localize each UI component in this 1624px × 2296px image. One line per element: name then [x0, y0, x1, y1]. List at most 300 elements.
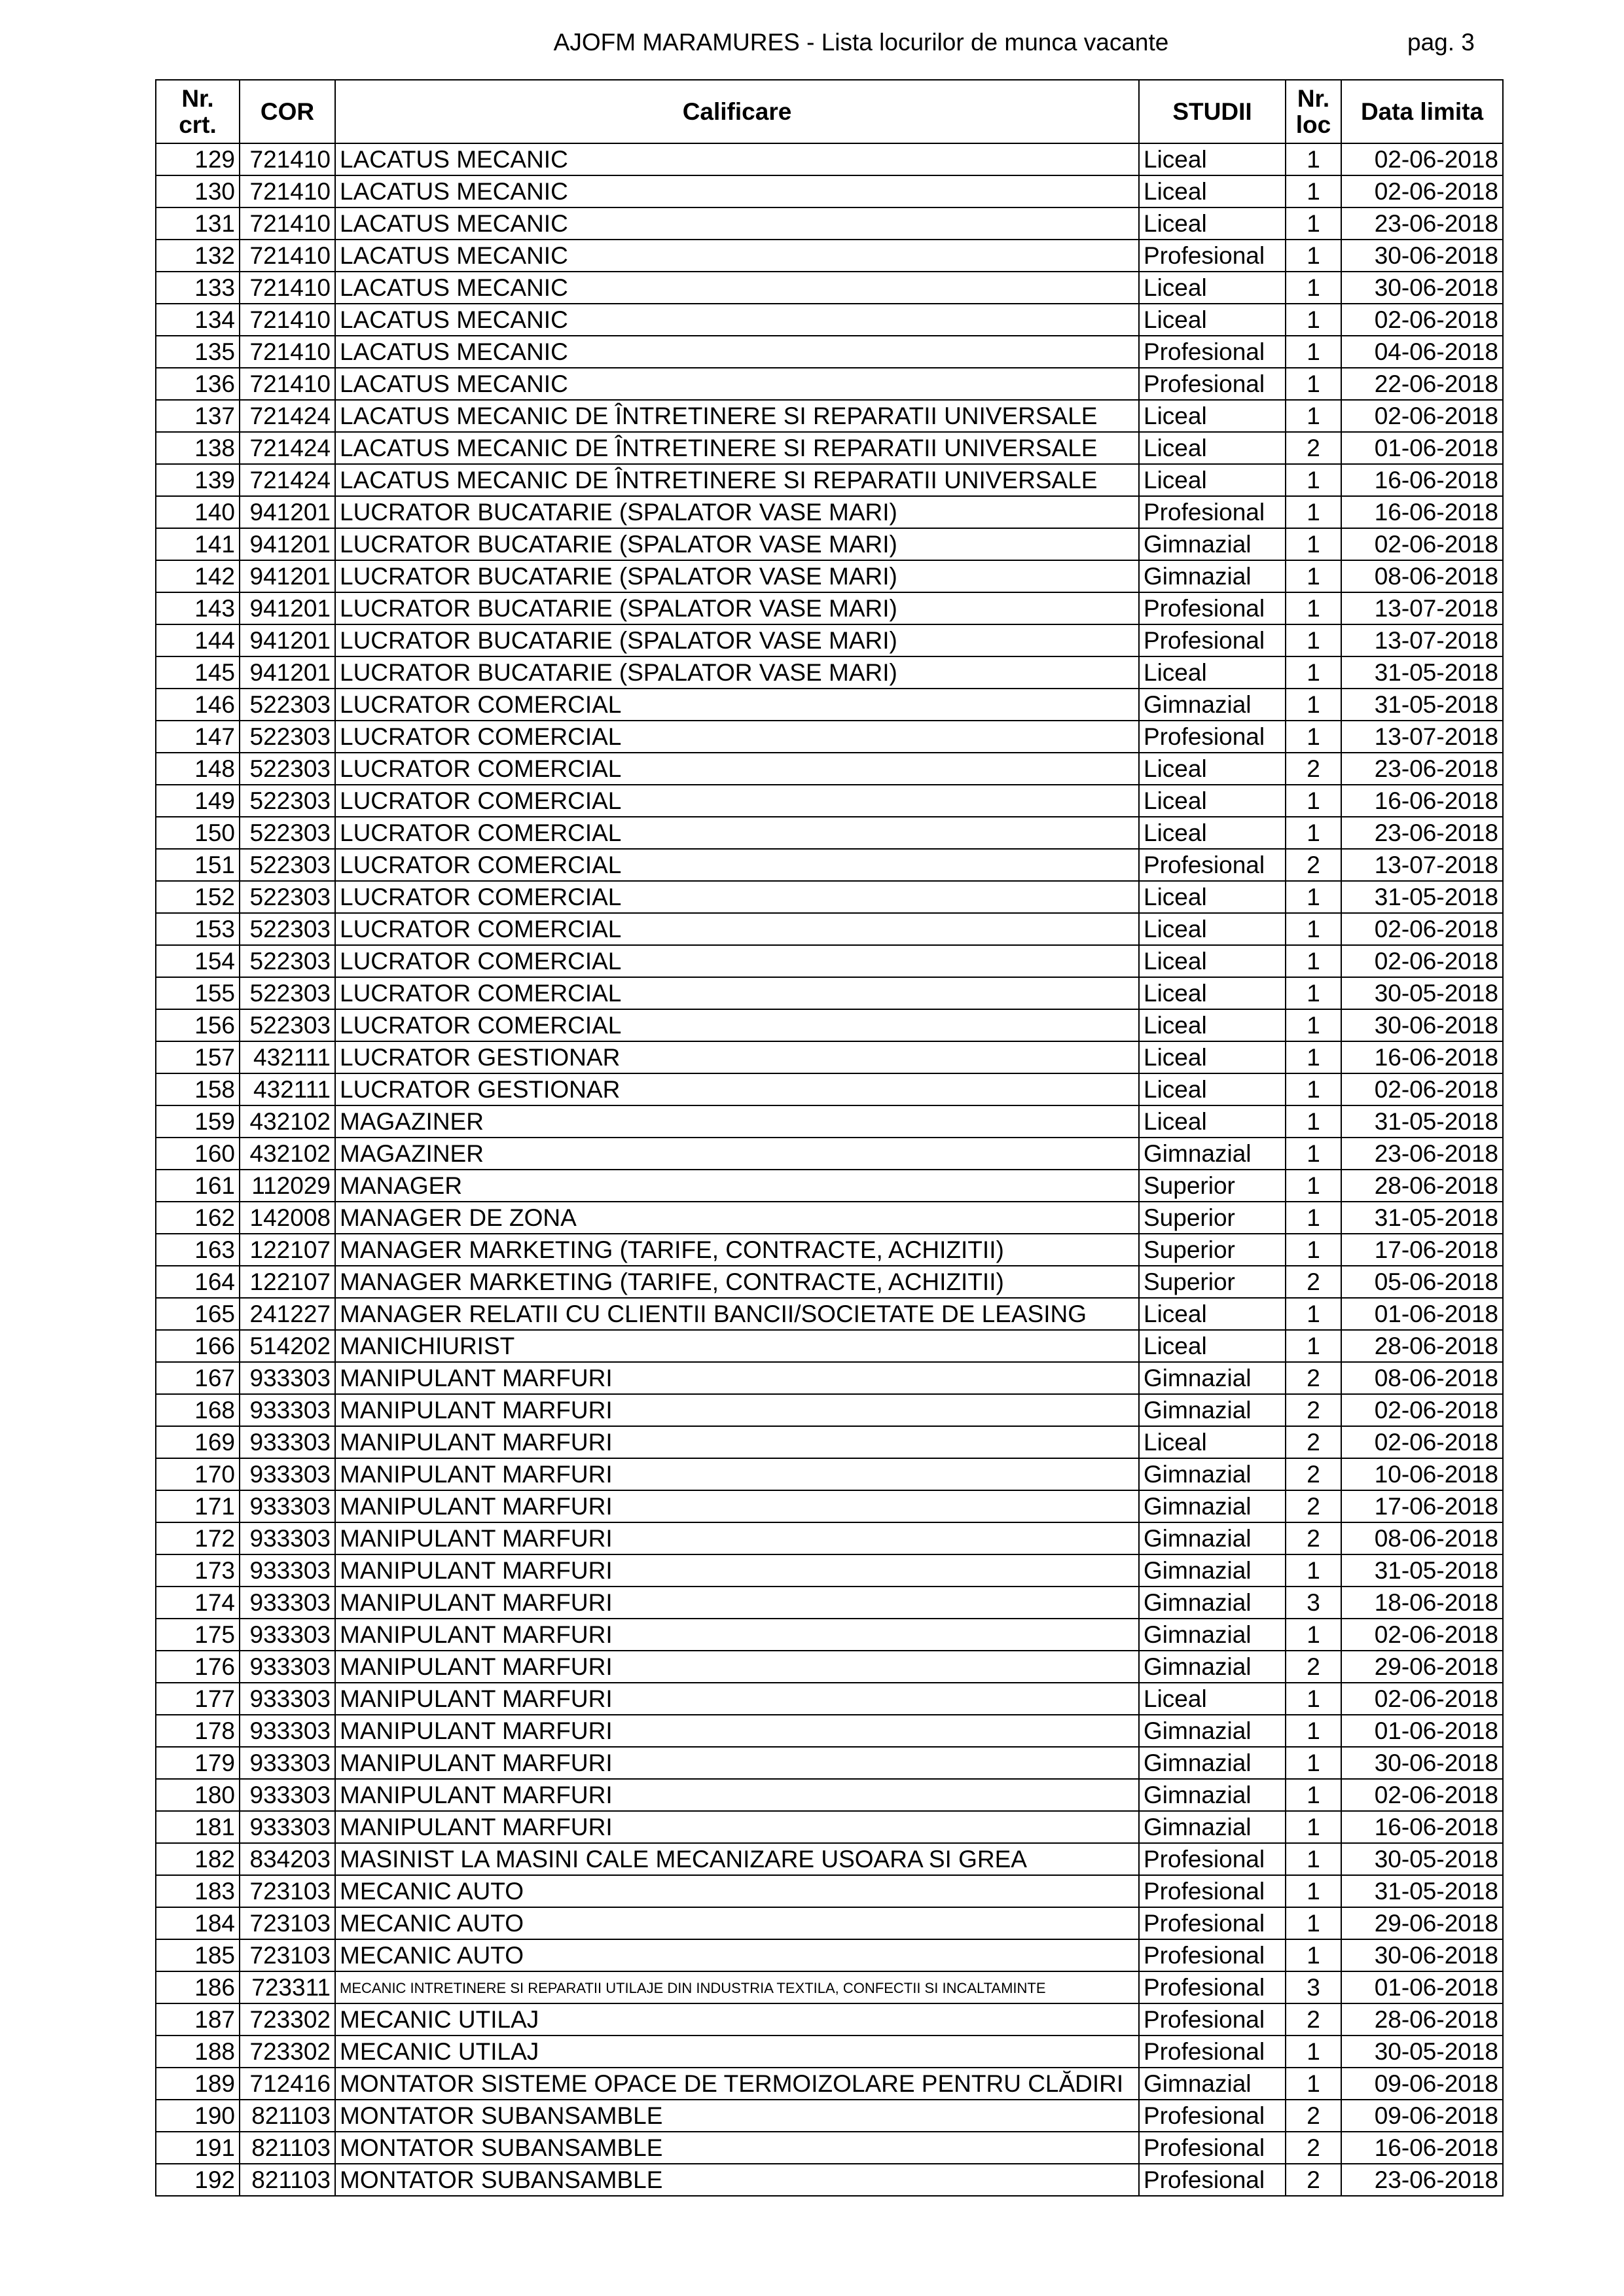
education-level: Liceal: [1139, 1073, 1286, 1105]
deadline-date: 02-06-2018: [1341, 143, 1503, 175]
row-number: 181: [156, 1811, 240, 1843]
deadline-date: 10-06-2018: [1341, 1458, 1503, 1490]
qualification: LACATUS MECANIC: [335, 175, 1139, 207]
positions-count: 2: [1286, 1362, 1341, 1394]
deadline-date: 08-06-2018: [1341, 1522, 1503, 1554]
deadline-date: 17-06-2018: [1341, 1234, 1503, 1266]
education-level: Liceal: [1139, 1298, 1286, 1330]
qualification: MANIPULANT MARFURI: [335, 1715, 1139, 1747]
positions-count: 1: [1286, 1683, 1341, 1715]
deadline-date: 29-06-2018: [1341, 1907, 1503, 1939]
education-level: Liceal: [1139, 1105, 1286, 1138]
cor-code: 723302: [240, 2003, 335, 2036]
deadline-date: 28-06-2018: [1341, 1330, 1503, 1362]
qualification: LUCRATOR BUCATARIE (SPALATOR VASE MARI): [335, 496, 1139, 528]
qualification: MANICHIURIST: [335, 1330, 1139, 1362]
table-row: [156, 2100, 1503, 2132]
row-number: 150: [156, 817, 240, 849]
positions-count: 1: [1286, 2068, 1341, 2100]
education-level: Liceal: [1139, 945, 1286, 977]
education-level: Profesional: [1139, 2100, 1286, 2132]
education-level: Profesional: [1139, 2132, 1286, 2164]
education-level: Liceal: [1139, 272, 1286, 304]
table-row: [156, 753, 1503, 785]
deadline-date: 02-06-2018: [1341, 1073, 1503, 1105]
row-number: 141: [156, 528, 240, 560]
table-row: [156, 817, 1503, 849]
column-header-loc-line2: loc: [1295, 111, 1331, 138]
row-number: 136: [156, 368, 240, 400]
table-row: [156, 1073, 1503, 1105]
column-header-studii: STUDII: [1139, 80, 1286, 143]
positions-count: 1: [1286, 1234, 1341, 1266]
column-header-loc-line1: Nr.: [1297, 84, 1330, 112]
table-row: [156, 175, 1503, 207]
cor-code: 721410: [240, 240, 335, 272]
positions-count: 2: [1286, 1651, 1341, 1683]
positions-count: 1: [1286, 1138, 1341, 1170]
deadline-date: 02-06-2018: [1341, 528, 1503, 560]
positions-count: 1: [1286, 1875, 1341, 1907]
qualification: LUCRATOR BUCATARIE (SPALATOR VASE MARI): [335, 528, 1139, 560]
positions-count: 2: [1286, 2003, 1341, 2036]
qualification: MANAGER: [335, 1170, 1139, 1202]
cor-code: 933303: [240, 1651, 335, 1683]
deadline-date: 16-06-2018: [1341, 1041, 1503, 1073]
positions-count: 3: [1286, 1587, 1341, 1619]
education-level: Liceal: [1139, 656, 1286, 689]
qualification: MANAGER MARKETING (TARIFE, CONTRACTE, ACHIZITII): [335, 1266, 1139, 1298]
qualification: MECANIC AUTO: [335, 1907, 1139, 1939]
table-body: [156, 143, 1503, 2196]
deadline-date: 31-05-2018: [1341, 689, 1503, 721]
positions-count: 1: [1286, 721, 1341, 753]
row-number: 179: [156, 1747, 240, 1779]
deadline-date: 30-06-2018: [1341, 1939, 1503, 1971]
positions-count: 1: [1286, 817, 1341, 849]
table-row: [156, 1330, 1503, 1362]
qualification: MANIPULANT MARFURI: [335, 1811, 1139, 1843]
row-number: 145: [156, 656, 240, 689]
positions-count: 2: [1286, 1266, 1341, 1298]
cor-code: 432102: [240, 1138, 335, 1170]
deadline-date: 29-06-2018: [1341, 1651, 1503, 1683]
deadline-date: 16-06-2018: [1341, 496, 1503, 528]
qualification: MECANIC UTILAJ: [335, 2036, 1139, 2068]
table-row: [156, 1715, 1503, 1747]
qualification: MANIPULANT MARFURI: [335, 1458, 1139, 1490]
education-level: Superior: [1139, 1202, 1286, 1234]
education-level: Gimnazial: [1139, 1651, 1286, 1683]
cor-code: 933303: [240, 1394, 335, 1426]
table-row: [156, 1490, 1503, 1522]
qualification: MANIPULANT MARFURI: [335, 1554, 1139, 1587]
qualification: MONTATOR SUBANSAMBLE: [335, 2100, 1139, 2132]
education-level: Liceal: [1139, 432, 1286, 464]
qualification: MONTATOR SISTEME OPACE DE TERMOIZOLARE PENTRU CLĂDIRI: [335, 2068, 1139, 2100]
table-row: [156, 849, 1503, 881]
positions-count: 1: [1286, 1554, 1341, 1587]
row-number: 139: [156, 464, 240, 496]
row-number: 137: [156, 400, 240, 432]
row-number: 189: [156, 2068, 240, 2100]
deadline-date: 31-05-2018: [1341, 656, 1503, 689]
cor-code: 241227: [240, 1298, 335, 1330]
deadline-date: 23-06-2018: [1341, 2164, 1503, 2196]
cor-code: 723302: [240, 2036, 335, 2068]
education-level: Liceal: [1139, 207, 1286, 240]
column-header-data-limita: Data limita: [1341, 80, 1503, 143]
cor-code: 522303: [240, 721, 335, 753]
qualification: LACATUS MECANIC DE ÎNTRETINERE SI REPARATII UNIVERSALE: [335, 464, 1139, 496]
table-row: [156, 1907, 1503, 1939]
cor-code: 721424: [240, 464, 335, 496]
cor-code: 941201: [240, 560, 335, 592]
cor-code: 941201: [240, 656, 335, 689]
table-row: [156, 1779, 1503, 1811]
row-number: 170: [156, 1458, 240, 1490]
positions-count: 3: [1286, 1971, 1341, 2003]
deadline-date: 23-06-2018: [1341, 1138, 1503, 1170]
deadline-date: 08-06-2018: [1341, 560, 1503, 592]
row-number: 190: [156, 2100, 240, 2132]
qualification: MONTATOR SUBANSAMBLE: [335, 2132, 1139, 2164]
row-number: 182: [156, 1843, 240, 1875]
row-number: 147: [156, 721, 240, 753]
row-number: 155: [156, 977, 240, 1009]
education-level: Profesional: [1139, 2003, 1286, 2036]
qualification: LACATUS MECANIC: [335, 240, 1139, 272]
positions-count: 1: [1286, 1170, 1341, 1202]
deadline-date: 16-06-2018: [1341, 464, 1503, 496]
positions-count: 1: [1286, 464, 1341, 496]
cor-code: 514202: [240, 1330, 335, 1362]
education-level: Profesional: [1139, 240, 1286, 272]
positions-count: 1: [1286, 336, 1341, 368]
row-number: 151: [156, 849, 240, 881]
column-header-calificare: Calificare: [335, 80, 1139, 143]
row-number: 154: [156, 945, 240, 977]
education-level: Gimnazial: [1139, 1138, 1286, 1170]
positions-count: 2: [1286, 2132, 1341, 2164]
positions-count: 1: [1286, 1811, 1341, 1843]
qualification: LACATUS MECANIC: [335, 143, 1139, 175]
cor-code: 941201: [240, 624, 335, 656]
positions-count: 1: [1286, 977, 1341, 1009]
table-row: [156, 2164, 1503, 2196]
column-header-nr-loc: [1286, 80, 1341, 143]
cor-code: 522303: [240, 945, 335, 977]
qualification: LUCRATOR COMERCIAL: [335, 689, 1139, 721]
deadline-date: 01-06-2018: [1341, 432, 1503, 464]
positions-count: 1: [1286, 1009, 1341, 1041]
row-number: 135: [156, 336, 240, 368]
cor-code: 933303: [240, 1747, 335, 1779]
education-level: Liceal: [1139, 1426, 1286, 1458]
row-number: 192: [156, 2164, 240, 2196]
table-row: [156, 689, 1503, 721]
table-row: [156, 1394, 1503, 1426]
education-level: Gimnazial: [1139, 1490, 1286, 1522]
table-row: [156, 592, 1503, 624]
education-level: Superior: [1139, 1234, 1286, 1266]
positions-count: 1: [1286, 913, 1341, 945]
deadline-date: 30-06-2018: [1341, 1747, 1503, 1779]
positions-count: 1: [1286, 1073, 1341, 1105]
cor-code: 522303: [240, 913, 335, 945]
row-number: 164: [156, 1266, 240, 1298]
positions-count: 1: [1286, 785, 1341, 817]
positions-count: 1: [1286, 1843, 1341, 1875]
education-level: Gimnazial: [1139, 1779, 1286, 1811]
qualification: LUCRATOR BUCATARIE (SPALATOR VASE MARI): [335, 560, 1139, 592]
education-level: Liceal: [1139, 143, 1286, 175]
table-row: [156, 1875, 1503, 1907]
cor-code: 933303: [240, 1587, 335, 1619]
row-number: 161: [156, 1170, 240, 1202]
row-number: 177: [156, 1683, 240, 1715]
deadline-date: 02-06-2018: [1341, 400, 1503, 432]
positions-count: 2: [1286, 432, 1341, 464]
cor-code: 721424: [240, 400, 335, 432]
positions-count: 1: [1286, 496, 1341, 528]
cor-code: 941201: [240, 496, 335, 528]
qualification: LUCRATOR COMERCIAL: [335, 849, 1139, 881]
row-number: 132: [156, 240, 240, 272]
positions-count: 1: [1286, 624, 1341, 656]
qualification: LUCRATOR COMERCIAL: [335, 881, 1139, 913]
cor-code: 723311: [240, 1971, 335, 2003]
table-row: [156, 496, 1503, 528]
qualification: LUCRATOR BUCATARIE (SPALATOR VASE MARI): [335, 592, 1139, 624]
cor-code: 941201: [240, 528, 335, 560]
education-level: Profesional: [1139, 849, 1286, 881]
row-number: 184: [156, 1907, 240, 1939]
positions-count: 1: [1286, 689, 1341, 721]
table-row: [156, 143, 1503, 175]
row-number: 143: [156, 592, 240, 624]
row-number: 175: [156, 1619, 240, 1651]
cor-code: 522303: [240, 1009, 335, 1041]
positions-count: 2: [1286, 753, 1341, 785]
row-number: 131: [156, 207, 240, 240]
qualification: MAGAZINER: [335, 1105, 1139, 1138]
row-number: 149: [156, 785, 240, 817]
row-number: 130: [156, 175, 240, 207]
deadline-date: 30-06-2018: [1341, 240, 1503, 272]
row-number: 185: [156, 1939, 240, 1971]
education-level: Profesional: [1139, 1939, 1286, 1971]
column-header-nr-line2: crt.: [179, 111, 217, 138]
qualification: LUCRATOR BUCATARIE (SPALATOR VASE MARI): [335, 624, 1139, 656]
deadline-date: 17-06-2018: [1341, 1490, 1503, 1522]
positions-count: 1: [1286, 368, 1341, 400]
education-level: Gimnazial: [1139, 1747, 1286, 1779]
vacancies-table: [155, 79, 1504, 2197]
education-level: Liceal: [1139, 753, 1286, 785]
positions-count: 1: [1286, 1105, 1341, 1138]
row-number: 140: [156, 496, 240, 528]
positions-count: 1: [1286, 656, 1341, 689]
cor-code: 933303: [240, 1683, 335, 1715]
education-level: Gimnazial: [1139, 1522, 1286, 1554]
deadline-date: 01-06-2018: [1341, 1715, 1503, 1747]
deadline-date: 02-06-2018: [1341, 175, 1503, 207]
table-row: [156, 2036, 1503, 2068]
row-number: 178: [156, 1715, 240, 1747]
table-row: [156, 1458, 1503, 1490]
row-number: 163: [156, 1234, 240, 1266]
cor-code: 122107: [240, 1266, 335, 1298]
row-number: 166: [156, 1330, 240, 1362]
page-number: pag. 3: [1407, 29, 1475, 56]
cor-code: 933303: [240, 1554, 335, 1587]
table-row: [156, 721, 1503, 753]
deadline-date: 31-05-2018: [1341, 1202, 1503, 1234]
table-header-row: [156, 80, 1503, 143]
row-number: 169: [156, 1426, 240, 1458]
table-row: [156, 1009, 1503, 1041]
row-number: 183: [156, 1875, 240, 1907]
column-header-cor: COR: [240, 80, 335, 143]
table-row: [156, 1522, 1503, 1554]
deadline-date: 09-06-2018: [1341, 2100, 1503, 2132]
table-row: [156, 1234, 1503, 1266]
qualification: LACATUS MECANIC: [335, 207, 1139, 240]
education-level: Gimnazial: [1139, 560, 1286, 592]
cor-code: 721410: [240, 207, 335, 240]
qualification: LUCRATOR COMERCIAL: [335, 721, 1139, 753]
positions-count: 2: [1286, 1522, 1341, 1554]
table-row: [156, 1298, 1503, 1330]
qualification: MANIPULANT MARFURI: [335, 1683, 1139, 1715]
document-title: AJOFM MARAMURES - Lista locurilor de munca vacante: [553, 29, 1169, 56]
row-number: 156: [156, 1009, 240, 1041]
positions-count: 2: [1286, 1490, 1341, 1522]
positions-count: 1: [1286, 1202, 1341, 1234]
qualification: MANIPULANT MARFURI: [335, 1587, 1139, 1619]
column-header-nr-line1: Nr.: [181, 84, 214, 112]
cor-code: 432102: [240, 1105, 335, 1138]
qualification: MANAGER DE ZONA: [335, 1202, 1139, 1234]
education-level: Superior: [1139, 1170, 1286, 1202]
positions-count: 2: [1286, 2100, 1341, 2132]
positions-count: 1: [1286, 1939, 1341, 1971]
deadline-date: 16-06-2018: [1341, 1811, 1503, 1843]
deadline-date: 31-05-2018: [1341, 881, 1503, 913]
deadline-date: 08-06-2018: [1341, 1362, 1503, 1394]
row-number: 158: [156, 1073, 240, 1105]
qualification: MECANIC INTRETINERE SI REPARATII UTILAJE DIN INDUSTRIA TEXTILA, CONFECTII SI INCALTAMINTE: [335, 1971, 1139, 2003]
qualification: MAGAZINER: [335, 1138, 1139, 1170]
qualification: LUCRATOR COMERCIAL: [335, 913, 1139, 945]
cor-code: 821103: [240, 2100, 335, 2132]
qualification: MANIPULANT MARFURI: [335, 1619, 1139, 1651]
table-row: [156, 1971, 1503, 2003]
positions-count: 1: [1286, 560, 1341, 592]
cor-code: 933303: [240, 1811, 335, 1843]
qualification: LACATUS MECANIC: [335, 368, 1139, 400]
qualification: LUCRATOR COMERCIAL: [335, 785, 1139, 817]
deadline-date: 28-06-2018: [1341, 1170, 1503, 1202]
qualification: MANIPULANT MARFURI: [335, 1394, 1139, 1426]
education-level: Gimnazial: [1139, 1811, 1286, 1843]
table-row: [156, 272, 1503, 304]
positions-count: 1: [1286, 1715, 1341, 1747]
cor-code: 721410: [240, 368, 335, 400]
qualification: LUCRATOR COMERCIAL: [335, 1009, 1139, 1041]
qualification: MONTATOR SUBANSAMBLE: [335, 2164, 1139, 2196]
education-level: Profesional: [1139, 624, 1286, 656]
positions-count: 1: [1286, 207, 1341, 240]
table-row: [156, 304, 1503, 336]
table-row: [156, 1138, 1503, 1170]
positions-count: 1: [1286, 881, 1341, 913]
positions-count: 2: [1286, 1458, 1341, 1490]
deadline-date: 02-06-2018: [1341, 1683, 1503, 1715]
cor-code: 721410: [240, 175, 335, 207]
education-level: Gimnazial: [1139, 528, 1286, 560]
cor-code: 941201: [240, 592, 335, 624]
education-level: Liceal: [1139, 1041, 1286, 1073]
education-level: Gimnazial: [1139, 1554, 1286, 1587]
deadline-date: 30-05-2018: [1341, 1843, 1503, 1875]
deadline-date: 31-05-2018: [1341, 1875, 1503, 1907]
row-number: 129: [156, 143, 240, 175]
deadline-date: 01-06-2018: [1341, 1298, 1503, 1330]
positions-count: 1: [1286, 1747, 1341, 1779]
row-number: 180: [156, 1779, 240, 1811]
cor-code: 432111: [240, 1041, 335, 1073]
education-level: Gimnazial: [1139, 1362, 1286, 1394]
deadline-date: 16-06-2018: [1341, 2132, 1503, 2164]
education-level: Profesional: [1139, 721, 1286, 753]
column-header-nr-crt: [156, 80, 240, 143]
education-level: Liceal: [1139, 881, 1286, 913]
education-level: Gimnazial: [1139, 1715, 1286, 1747]
row-number: 138: [156, 432, 240, 464]
cor-code: 933303: [240, 1779, 335, 1811]
table-row: [156, 881, 1503, 913]
positions-count: 1: [1286, 2036, 1341, 2068]
cor-code: 522303: [240, 753, 335, 785]
row-number: 186: [156, 1971, 240, 2003]
positions-count: 1: [1286, 272, 1341, 304]
qualification: LUCRATOR COMERCIAL: [335, 945, 1139, 977]
table-row: [156, 368, 1503, 400]
qualification: MECANIC AUTO: [335, 1875, 1139, 1907]
deadline-date: 31-05-2018: [1341, 1105, 1503, 1138]
deadline-date: 16-06-2018: [1341, 785, 1503, 817]
page-header: [0, 26, 1624, 59]
cor-code: 432111: [240, 1073, 335, 1105]
cor-code: 723103: [240, 1875, 335, 1907]
deadline-date: 02-06-2018: [1341, 1394, 1503, 1426]
row-number: 172: [156, 1522, 240, 1554]
qualification: MANIPULANT MARFURI: [335, 1362, 1139, 1394]
qualification: MANIPULANT MARFURI: [335, 1522, 1139, 1554]
table-row: [156, 1587, 1503, 1619]
cor-code: 122107: [240, 1234, 335, 1266]
row-number: 174: [156, 1587, 240, 1619]
education-level: Gimnazial: [1139, 1458, 1286, 1490]
positions-count: 1: [1286, 1619, 1341, 1651]
deadline-date: 30-06-2018: [1341, 272, 1503, 304]
table-row: [156, 1266, 1503, 1298]
row-number: 188: [156, 2036, 240, 2068]
qualification: LACATUS MECANIC DE ÎNTRETINERE SI REPARATII UNIVERSALE: [335, 432, 1139, 464]
qualification: MANIPULANT MARFURI: [335, 1651, 1139, 1683]
